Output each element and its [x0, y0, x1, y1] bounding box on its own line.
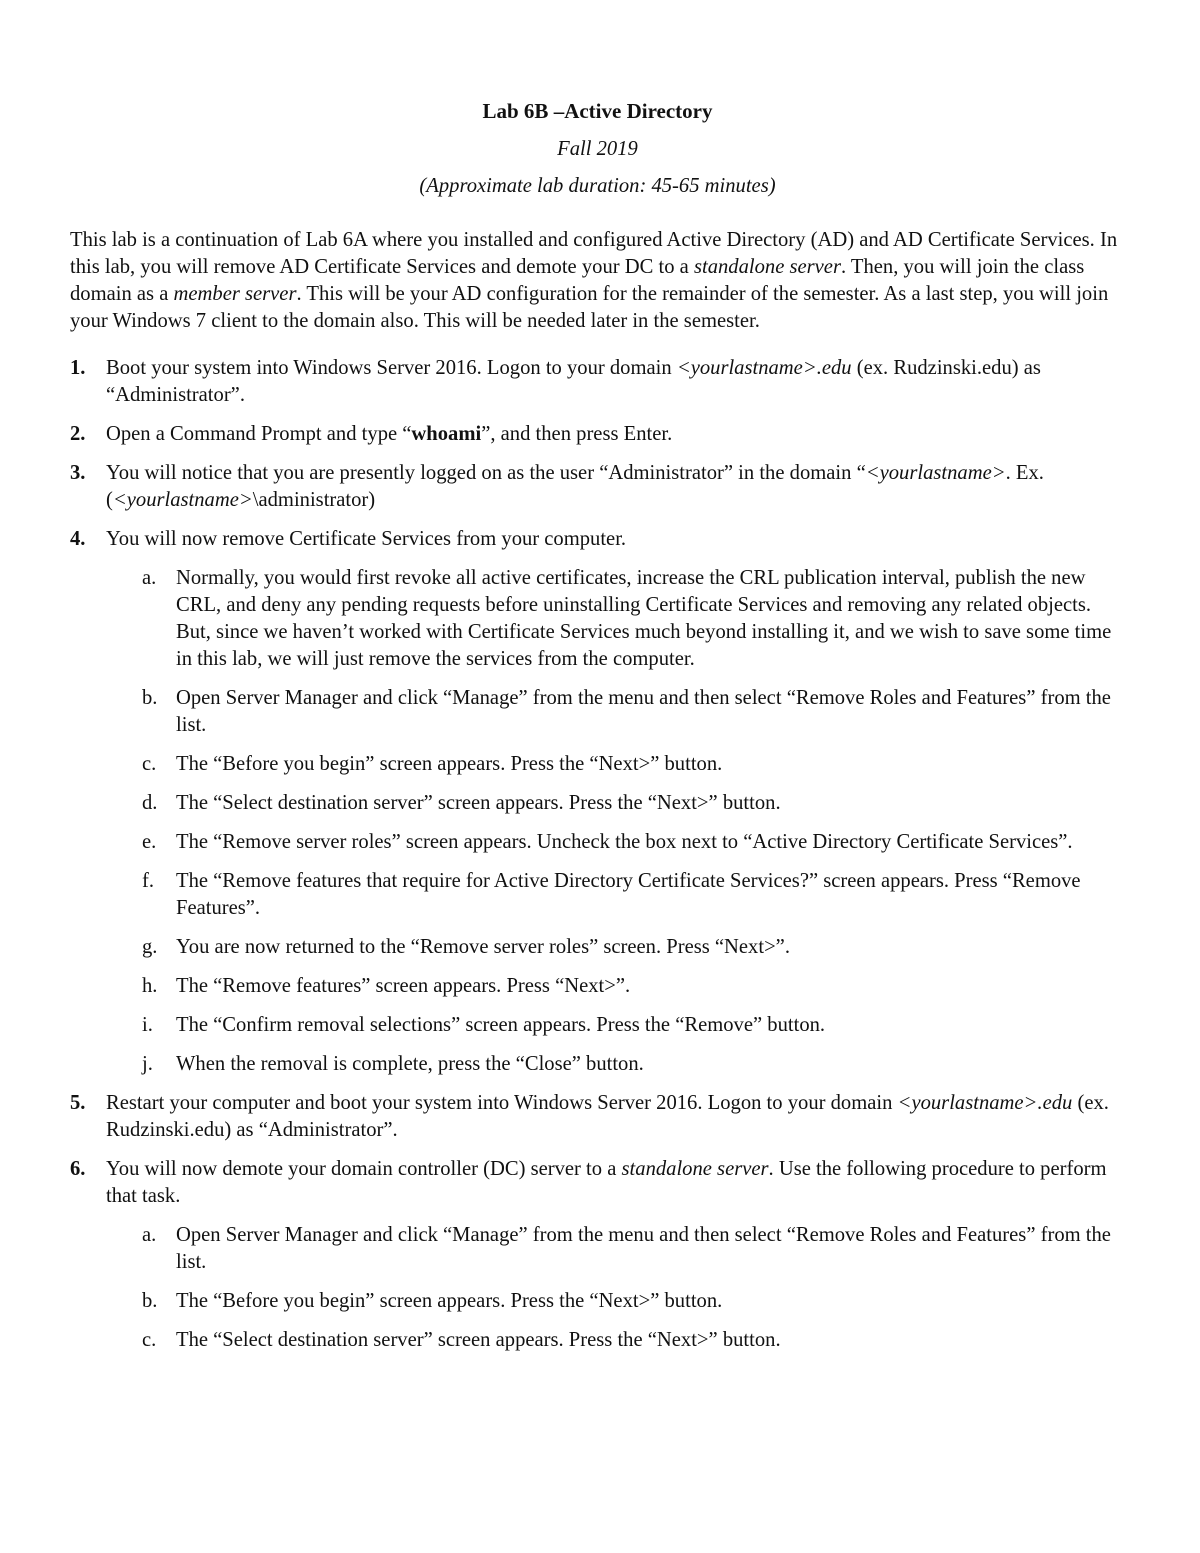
step-text: Open a Command Prompt and type “ [106, 423, 412, 445]
step-number: 2. [70, 423, 86, 445]
substeps-list [106, 565, 1125, 1078]
step-number: 5. [70, 1092, 86, 1114]
substep-letter: c. [142, 1329, 157, 1351]
step-6 [70, 1156, 1125, 1354]
step-text: Restart your computer and boot your system into Windows Server 2016. Logon to your domain [106, 1092, 898, 1114]
intro-text-1: This lab is a continuation of Lab 6A where you installed and configured Active Directory (AD) and AD Certificate Services. In this lab, you will remove AD Certificate Services and demote your DC to a [70, 229, 1118, 278]
step-1 [70, 355, 1125, 409]
substep [106, 1327, 1125, 1354]
step-number: 3. [70, 462, 86, 484]
step-text: (ex. Rudzinski.edu) as “Administrator”. [106, 357, 1041, 406]
substep-letter: g. [142, 936, 158, 958]
step-text: You will now demote your domain controller (DC) server to a [106, 1158, 622, 1180]
step-emphasis: standalone server [621, 1158, 769, 1180]
substep-text: Open Server Manager and click “Manage” from the menu and then select “Remove Roles and Features” from the list. [176, 1224, 1111, 1273]
step-text: You will notice that you are presently logged on as the user “Administrator” in the domain “ [106, 462, 866, 484]
substep-text: The “Select destination server” screen appears. Press the “Next>” button. [176, 1329, 781, 1351]
substep-letter: j. [142, 1053, 153, 1075]
substep-text: The “Remove server roles” screen appears. Uncheck the box next to “Active Directory Certificate Services”. [176, 831, 1073, 853]
document-page [70, 98, 1125, 1366]
substep [106, 1051, 1125, 1078]
steps-list [70, 355, 1125, 1354]
step-text: (ex. Rudzinski.edu) as “Administrator”. [106, 1092, 1109, 1141]
step-number: 1. [70, 357, 86, 379]
substep-letter: i. [142, 1014, 153, 1036]
substep-letter: h. [142, 975, 158, 997]
substep-text: The “Remove features that require for Active Directory Certificate Services?” screen appears. Press “Remove Features”. [176, 870, 1081, 919]
step-text: . Use the following procedure to perform that task. [106, 1158, 1107, 1207]
substeps-list [106, 1222, 1125, 1354]
intro-emphasis-1: standalone server [693, 256, 841, 278]
step-emphasis: <yourlastname> [865, 462, 1006, 484]
lab-title: Lab 6B –Active Directory [482, 99, 713, 123]
substep-text: The “Before you begin” screen appears. Press the “Next>” button. [176, 753, 723, 775]
substep-text: You are now returned to the “Remove server roles” screen. Press “Next>”. [176, 936, 790, 958]
substep-letter: d. [142, 792, 158, 814]
substep-letter: a. [142, 567, 157, 589]
substep [106, 934, 1125, 961]
lab-term: Fall 2019 [557, 138, 638, 160]
substep-letter: c. [142, 753, 157, 775]
substep [106, 1288, 1125, 1315]
step-emphasis: <yourlastname>.edu [897, 1092, 1073, 1114]
lab-duration: (Approximate lab duration: 45-65 minutes) [419, 175, 776, 197]
substep-text: Normally, you would first revoke all active certificates, increase the CRL publication interval, publish the new CRL, and deny any pending requests before uninstalling Certificate Services and removing any related objects. But, since we haven’t worked with Certificate Services much beyond installing it, and we wish to save some time in this lab, we will just remove the services from the computer. [176, 567, 1112, 670]
substep-text: The “Confirm removal selections” screen appears. Press the “Remove” button. [176, 1014, 826, 1036]
substep [106, 1222, 1125, 1276]
step-number: 6. [70, 1158, 86, 1180]
step-text: ”, and then press Enter. [481, 423, 673, 445]
substep-text: The “Select destination server” screen appears. Press the “Next>” button. [176, 792, 781, 814]
substep-letter: e. [142, 831, 157, 853]
intro-paragraph [70, 227, 1125, 335]
substep [106, 565, 1125, 673]
step-text: \administrator) [252, 489, 376, 511]
step-text: Boot your system into Windows Server 2016. Logon to your domain [106, 357, 677, 379]
intro-text-2: . Then, you will join the class domain as a [70, 256, 1085, 305]
substep-letter: b. [142, 687, 158, 709]
step-text: You will now remove Certificate Services from your computer. [106, 528, 627, 550]
substep [106, 1012, 1125, 1039]
substep [106, 868, 1125, 922]
substep [106, 751, 1125, 778]
substep [106, 685, 1125, 739]
step-emphasis: <yourlastname> [112, 489, 253, 511]
substep [106, 790, 1125, 817]
step-2 [70, 421, 1125, 448]
step-3 [70, 460, 1125, 514]
command-text: whoami [411, 423, 482, 445]
step-4 [70, 526, 1125, 1078]
step-5 [70, 1090, 1125, 1144]
substep-letter: f. [142, 870, 155, 892]
substep-letter: a. [142, 1224, 157, 1246]
substep [106, 973, 1125, 1000]
substep-text: The “Before you begin” screen appears. Press the “Next>” button. [176, 1290, 723, 1312]
substep-text: When the removal is complete, press the “Close” button. [176, 1053, 644, 1075]
substep [106, 829, 1125, 856]
step-number: 4. [70, 528, 86, 550]
step-text: . Ex. ( [106, 462, 1044, 511]
intro-emphasis-2: member server [173, 283, 297, 305]
step-emphasis: <yourlastname>.edu [676, 357, 852, 379]
intro-text-3: . This will be your AD configuration for the remainder of the semester. As a last step, you will join your Windows 7 client to the domain also. This will be needed later in the semester. [70, 283, 1109, 332]
substep-letter: b. [142, 1290, 158, 1312]
substep-text: The “Remove features” screen appears. Press “Next>”. [176, 975, 631, 997]
substep-text: Open Server Manager and click “Manage” from the menu and then select “Remove Roles and Features” from the list. [176, 687, 1111, 736]
